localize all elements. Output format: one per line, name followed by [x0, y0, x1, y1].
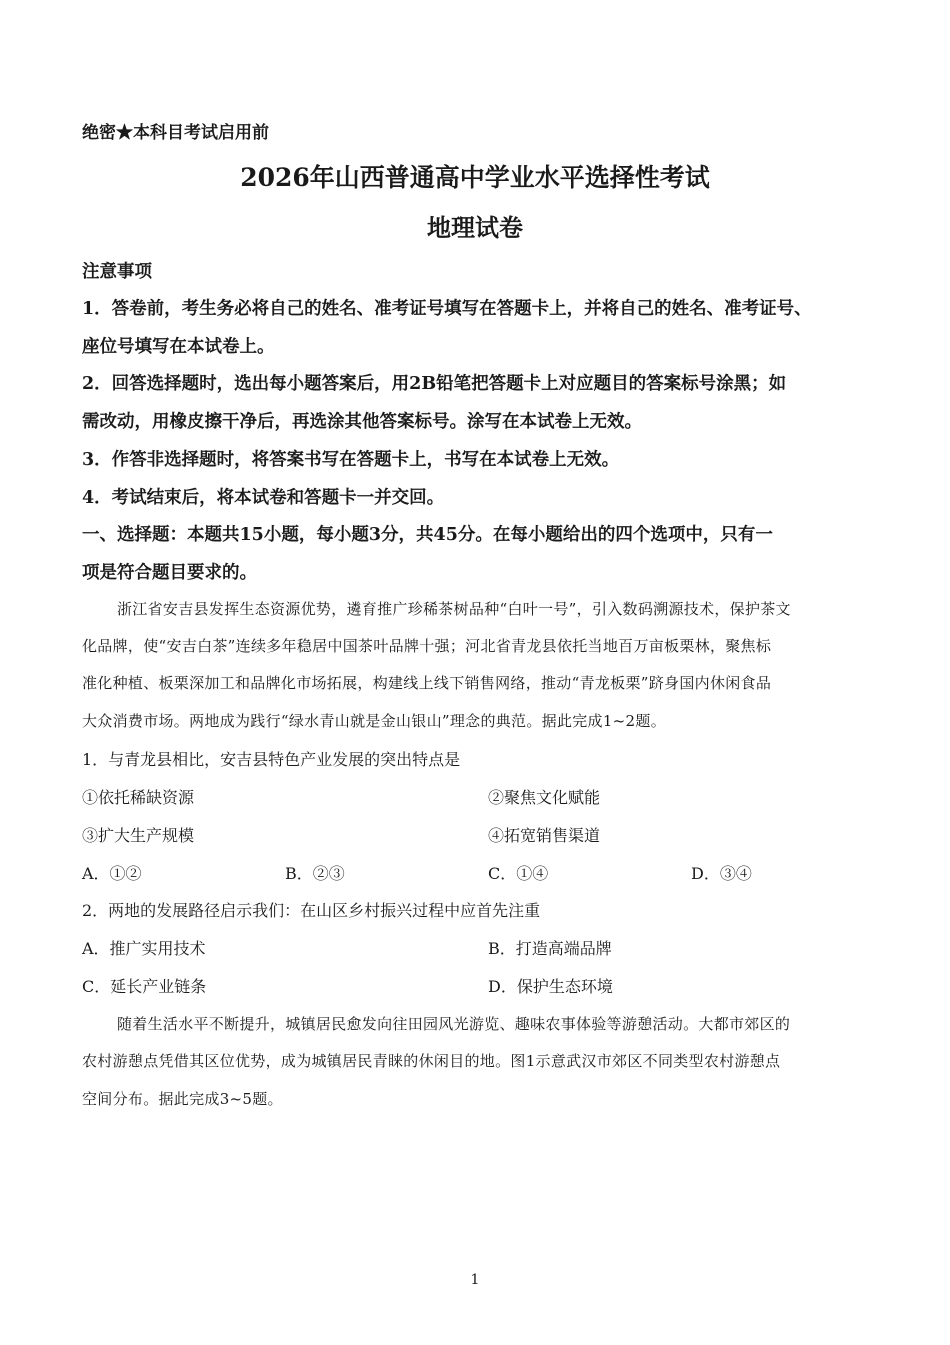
- question-1-item: ③扩大生产规模: [82, 826, 195, 845]
- question-2-option-a: A．推广实用技术: [82, 939, 206, 958]
- passage-line: 农村游憩点凭借其区位优势，成为城镇居民青睐的休闲目的地。图1示意武汉市郊区不同类型农村游憩点: [82, 1052, 781, 1070]
- section-heading: 一、选择题：本题共15小题，每小题3分，共45分。在每小题给出的四个选项中，只有一: [82, 525, 773, 545]
- passage-line: 化品牌，使“安吉白茶”连续多年稳居中国茶叶品牌十强；河北省青龙县依托当地百万亩板栗林，聚焦标: [82, 637, 772, 655]
- passage-line: 准化种植、板栗深加工和品牌化市场拓展，构建线上线下销售网络，推动“青龙板栗”跻身国内休闲食品: [82, 674, 772, 692]
- question-2-option-c: C．延长产业链条: [82, 977, 207, 996]
- question-1-option-b: B．②③: [285, 864, 345, 883]
- notes-heading: 注意事项: [82, 262, 152, 282]
- passage-line: 大众消费市场。两地成为践行“绿水青山就是金山银山”理念的典范。据此完成1~2题。: [82, 712, 666, 730]
- section-heading: 项是符合题目要求的。: [82, 563, 257, 583]
- question-2-option-d: D．保护生态环境: [488, 977, 613, 996]
- passage-line: 随着生活水平不断提升，城镇居民愈发向往田园风光游览、趣味农事体验等游憩活动。大都市郊区的: [117, 1015, 791, 1033]
- notes-line: 4．考试结束后，将本试卷和答题卡一并交回。: [82, 488, 445, 508]
- notes-line: 2．回答选择题时，选出每小题答案后，用2B铅笔把答题卡上对应题目的答案标号涂黑；如: [82, 374, 787, 394]
- question-1-option-a: A．①②: [82, 864, 142, 883]
- passage-line: 空间分布。据此完成3~5题。: [82, 1090, 283, 1108]
- notes-line: 座位号填写在本试卷上。: [82, 337, 275, 357]
- notes-line: 3．作答非选择题时，将答案书写在答题卡上，书写在本试卷上无效。: [82, 450, 620, 470]
- notes-line: 需改动，用橡皮擦干净后，再选涂其他答案标号。涂写在本试卷上无效。: [82, 412, 642, 432]
- exam-title: 2026年山西普通高中学业水平选择性考试: [240, 163, 710, 192]
- question-1-stem: 1．与青龙县相比，安吉县特色产业发展的突出特点是: [82, 750, 461, 769]
- question-1-item: ④拓宽销售渠道: [488, 826, 601, 845]
- question-2-stem: 2．两地的发展路径启示我们：在山区乡村振兴过程中应首先注重: [82, 901, 541, 920]
- question-1-option-c: C．①④: [488, 864, 549, 883]
- page-number: 1: [470, 1272, 480, 1288]
- question-1-item: ①依托稀缺资源: [82, 788, 195, 807]
- exam-subtitle: 地理试卷: [427, 213, 523, 242]
- confidential-notice: 绝密★本科目考试启用前: [82, 123, 269, 143]
- notes-line: 1．答卷前，考生务必将自己的姓名、准考证号填写在答题卡上，并将自己的姓名、准考证号、: [82, 299, 812, 319]
- question-1-item: ②聚焦文化赋能: [488, 788, 601, 807]
- question-1-option-d: D．③④: [691, 864, 752, 883]
- passage-line: 浙江省安吉县发挥生态资源优势，遴育推广珍稀茶树品种“白叶一号”，引入数码溯源技术，保护茶文: [117, 600, 791, 618]
- question-2-option-b: B．打造高端品牌: [488, 939, 612, 958]
